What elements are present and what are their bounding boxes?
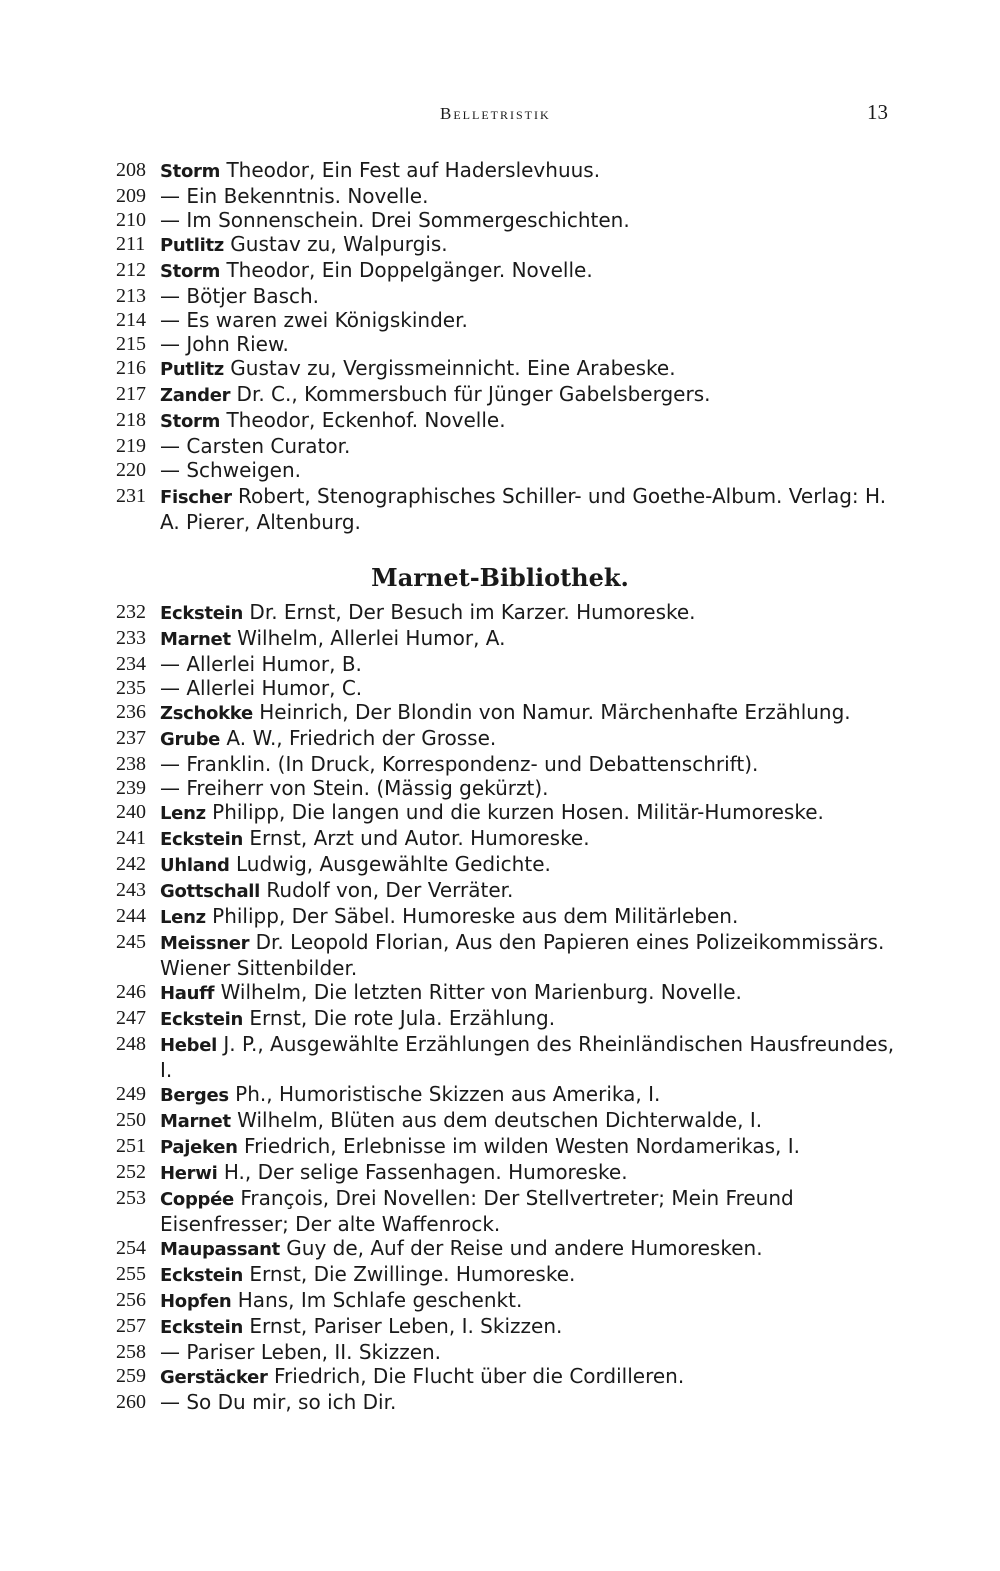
entry-title: J. P., Ausgewählte Erzählungen des Rheinländischen Hausfreundes, I. [160,1032,895,1082]
entry-number: 259 [116,1365,146,1387]
entry-title: — John Riew. [160,332,289,356]
catalog-entry [116,930,896,980]
entry-title: Friedrich, Die Flucht über die Cordilleren. [273,1364,685,1388]
entry-text [160,208,896,232]
entry-text [160,308,896,332]
entry-title: — Carsten Curator. [160,434,351,458]
entry-number: 255 [116,1263,146,1285]
entry-title: Guy de, Auf der Reise und andere Humoresken. [286,1236,763,1260]
entry-title: Dr. C., Kommersbuch für Jünger Gabelsbergers. [236,382,711,406]
entry-title: — Ein Bekenntnis. Novelle. [160,184,429,208]
entry-title: — Im Sonnenschein. Drei Sommergeschichten. [160,208,630,232]
entry-title: Theodor, Ein Fest auf Haderslevhuus. [226,158,601,182]
entry-number: 253 [116,1187,146,1209]
catalog-entry [116,904,896,930]
entry-text [160,776,896,800]
entry-author: Fischer [160,487,232,508]
entry-text [160,332,896,356]
entry-title: Theodor, Ein Doppelgänger. Novelle. [226,258,593,282]
catalog-entry [116,626,896,652]
entry-list-a [116,158,896,482]
catalog-entry [116,878,896,904]
entry-number: 232 [116,601,146,623]
entry-text [160,1236,896,1262]
entry-title: — Allerlei Humor, B. [160,652,362,676]
entry-title: Ernst, Die rote Jula. Erzählung. [249,1006,556,1030]
entry-text [160,676,896,700]
running-title: Belletristik [440,104,551,123]
entry-text [160,726,896,752]
catalog-entry [116,434,896,458]
entry-title: — Allerlei Humor, C. [160,676,363,700]
entry-number: 234 [116,653,146,675]
entry-title: Robert, Stenographisches Schiller- und Goethe-Album. Verlag: H. A. Pierer, Altenburg. [160,484,887,534]
entry-number: 241 [116,827,146,849]
entry-title: — Franklin. (In Druck, Korrespondenz- und Debattenschrift). [160,752,759,776]
entry-text [160,158,896,184]
entry-number: 239 [116,777,146,799]
entry-number: 210 [116,209,146,231]
entry-author: Marnet [160,1111,231,1132]
entry-author: Marnet [160,629,231,650]
entry-number: 217 [116,383,146,405]
catalog-entry [116,726,896,752]
entry-number: 236 [116,701,146,723]
entry-author: Eckstein [160,1009,244,1030]
entry-text [160,258,896,284]
entry-author: Hopfen [160,1291,232,1312]
entry-number: 248 [116,1033,146,1055]
entry-title: Dr. Ernst, Der Besuch im Karzer. Humoreske. [249,600,696,624]
catalog-entry [116,980,896,1006]
entry-number: 244 [116,905,146,927]
entry-title: Gustav zu, Walpurgis. [230,232,448,256]
entry-number: 211 [116,233,146,255]
entry-title: — Freiherr von Stein. (Mässig gekürzt). [160,776,549,800]
entry-number: 233 [116,627,146,649]
catalog-entry [116,1364,896,1390]
entry-author: Coppée [160,1189,234,1210]
catalog-entry [116,408,896,434]
entry-number: 247 [116,1007,146,1029]
catalog-entry [116,232,896,258]
catalog-entry [116,826,896,852]
entry-text [160,232,896,258]
catalog-entry [116,700,896,726]
entry-text [160,800,896,826]
catalog-entry [116,258,896,284]
entry-author: Eckstein [160,603,244,624]
entry-number: 251 [116,1135,146,1157]
entry-author: Hebel [160,1035,218,1056]
entry-title: H., Der selige Fassenhagen. Humoreske. [223,1160,628,1184]
entry-number: 260 [116,1391,146,1413]
entry-text [160,904,896,930]
entry-author: Lenz [160,803,206,824]
entry-author: Hauff [160,983,215,1004]
entry-number: 254 [116,1237,146,1259]
entry-number: 249 [116,1083,146,1105]
entry-number: 220 [116,459,146,481]
entry-title: Dr. Leopold Florian, Aus den Papieren eines Polizeikommissärs. Wiener Sittenbilder. [160,930,885,980]
section-heading: Marnet-Bibliothek. [371,563,629,592]
entry-number: 256 [116,1289,146,1311]
entry-author: Storm [160,261,221,282]
entry-number: 250 [116,1109,146,1131]
catalog-entry [116,184,896,208]
entry-text [160,1032,896,1082]
entry-text [160,752,896,776]
entry-title: Friedrich, Erlebnisse im wilden Westen Nordamerikas, I. [244,1134,801,1158]
entry-title: François, Drei Novellen: Der Stellvertreter; Mein Freund Eisenfresser; Der alte Waffenrock. [160,1186,794,1236]
catalog-entry [116,308,896,332]
entry-text [160,1364,896,1390]
entry-author: Berges [160,1085,229,1106]
entry-text [160,1262,896,1288]
entry-author: Eckstein [160,1317,244,1338]
entry-text [160,626,896,652]
entry-title: — Bötjer Basch. [160,284,320,308]
entry-title: Philipp, Die langen und die kurzen Hosen. Militär-Humoreske. [212,800,824,824]
entry-number: 240 [116,801,146,823]
entry-number: 258 [116,1341,146,1363]
catalog-entry [116,382,896,408]
catalog-entry [116,1236,896,1262]
entry-author: Meissner [160,933,250,954]
entry-author: Eckstein [160,1265,244,1286]
entry-text [160,408,896,434]
entry-number: 243 [116,879,146,901]
catalog-entry [116,1032,896,1082]
entry-author: Pajeken [160,1137,238,1158]
catalog-entry [116,1134,896,1160]
entry-title: — Es waren zwei Königskinder. [160,308,468,332]
entry-number: 257 [116,1315,146,1337]
entry-number: 231 [116,485,146,507]
entry-number: 216 [116,357,146,379]
catalog-entry [116,284,896,308]
entry-number: 219 [116,435,146,457]
entry-title: Wilhelm, Die letzten Ritter von Marienburg. Novelle. [220,980,742,1004]
catalog-entry [116,1108,896,1134]
catalog-entry [116,852,896,878]
entry-text [160,284,896,308]
entry-author: Gerstäcker [160,1367,268,1388]
entry-author: Grube [160,729,221,750]
entry-title: Hans, Im Schlafe geschenkt. [237,1288,523,1312]
catalog-entry [116,332,896,356]
entry-number: 208 [116,159,146,181]
entry-title: Ernst, Pariser Leben, I. Skizzen. [249,1314,563,1338]
entry-text [160,1186,896,1236]
entry-text [160,700,896,726]
catalog-entry [116,600,896,626]
entry-number: 237 [116,727,146,749]
entry-number: 214 [116,309,146,331]
catalog-entry [116,458,896,482]
entry-title: Ernst, Arzt und Autor. Humoreske. [249,826,590,850]
entry-text [160,1390,896,1414]
catalog-entry [116,158,896,184]
entry-author: Storm [160,161,221,182]
entry-author: Zschokke [160,703,253,724]
catalog-entry [116,652,896,676]
entry-title: Theodor, Eckenhof. Novelle. [226,408,506,432]
entry-number: 209 [116,185,146,207]
entry-number: 235 [116,677,146,699]
catalog-entry [116,208,896,232]
entry-text [160,356,896,382]
entry-text [160,1314,896,1340]
entry-text [160,484,896,534]
entry-author: Uhland [160,855,230,876]
entry-title: — Pariser Leben, II. Skizzen. [160,1340,442,1364]
page-number: 13 [867,100,888,124]
entry-number: 245 [116,931,146,953]
entry-title: Ph., Humoristische Skizzen aus Amerika, I. [235,1082,661,1106]
entry-author: Gottschall [160,881,261,902]
catalog-entry [116,1006,896,1032]
entry-text [160,382,896,408]
catalog-entry [116,776,896,800]
catalog-entry [116,484,896,534]
entry-title: A. W., Friedrich der Grosse. [226,726,497,750]
entry-author: Putlitz [160,235,224,256]
entry-author: Putlitz [160,359,224,380]
entry-title: Wilhelm, Blüten aus dem deutschen Dichterwalde, I. [237,1108,763,1132]
entry-text [160,826,896,852]
entry-title: Wilhelm, Allerlei Humor, A. [237,626,506,650]
entry-number: 213 [116,285,146,307]
entry-number: 215 [116,333,146,355]
entry-list-c [116,600,896,1414]
entry-text [160,1108,896,1134]
entry-list-b [116,484,896,534]
entry-author: Lenz [160,907,206,928]
entry-title: Ernst, Die Zwillinge. Humoreske. [249,1262,576,1286]
entry-text [160,1288,896,1314]
catalog-entry [116,1390,896,1414]
entry-text [160,980,896,1006]
entry-author: Zander [160,385,231,406]
entry-number: 246 [116,981,146,1003]
entry-text [160,458,896,482]
catalog-entry [116,1262,896,1288]
entry-number: 242 [116,853,146,875]
entry-number: 238 [116,753,146,775]
entry-title: Ludwig, Ausgewählte Gedichte. [236,852,551,876]
entry-text [160,652,896,676]
entry-text [160,852,896,878]
entry-title: Rudolf von, Der Verräter. [266,878,514,902]
entry-number: 252 [116,1161,146,1183]
entry-text [160,878,896,904]
entry-text [160,1340,896,1364]
entry-text [160,600,896,626]
catalog-entry [116,1288,896,1314]
entry-title: — Schweigen. [160,458,301,482]
catalog-entry [116,1186,896,1236]
entry-title: — So Du mir, so ich Dir. [160,1390,397,1414]
entry-author: Eckstein [160,829,244,850]
entry-text [160,1082,896,1108]
running-header [0,100,1000,130]
catalog-entry [116,752,896,776]
catalog-entry [116,676,896,700]
entry-title: Gustav zu, Vergissmeinnicht. Eine Arabeske. [230,356,676,380]
entry-title: Philipp, Der Säbel. Humoreske aus dem Militärleben. [212,904,739,928]
entry-text [160,434,896,458]
entry-text [160,1160,896,1186]
catalog-entry [116,1082,896,1108]
catalog-entry [116,356,896,382]
entry-title: Heinrich, Der Blondin von Namur. Märchenhafte Erzählung. [259,700,851,724]
entry-author: Maupassant [160,1239,280,1260]
entry-author: Storm [160,411,221,432]
entry-number: 212 [116,259,146,281]
entry-author: Herwi [160,1163,218,1184]
entry-text [160,184,896,208]
entry-text [160,930,896,980]
entry-text [160,1006,896,1032]
catalog-entry [116,800,896,826]
catalog-entry [116,1160,896,1186]
entry-text [160,1134,896,1160]
catalog-entry [116,1340,896,1364]
catalog-entry [116,1314,896,1340]
entry-number: 218 [116,409,146,431]
